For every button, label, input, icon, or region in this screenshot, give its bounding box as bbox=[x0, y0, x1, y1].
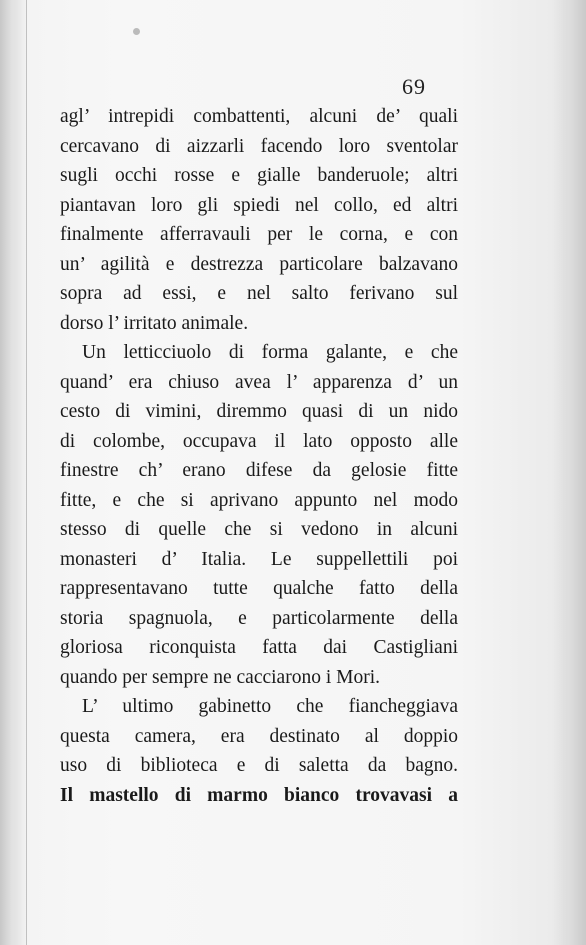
text-line: questa camera, era destinato al doppio bbox=[60, 725, 458, 747]
text-line: monasteri d’ Italia. Le suppellettili poi bbox=[60, 548, 458, 570]
text-line: stesso di quelle che si vedono in alcuni bbox=[60, 519, 458, 540]
ink-spot bbox=[133, 28, 140, 35]
text-line: uso di biblioteca e di saletta da bagno. bbox=[60, 755, 458, 776]
text-line: piantavan loro gli spiedi nel collo, ed altri bbox=[60, 194, 458, 216]
text-line: fitte, e che si aprivano appunto nel modo bbox=[60, 489, 458, 511]
text-line: finalmente afferravauli per le corna, e con bbox=[60, 224, 458, 245]
page-gutter-line bbox=[26, 0, 27, 945]
text-line: finestre ch’ erano difese da gelosie fitte bbox=[60, 460, 458, 481]
text-line: Un letticciuolo di forma galante, e che bbox=[82, 342, 458, 363]
text-line: rappresentavano tutte qualche fatto della bbox=[60, 578, 458, 599]
text-line: L’ ultimo gabinetto che fiancheggiava bbox=[82, 696, 458, 717]
text-line: cesto di vimini, diremmo quasi di un nido bbox=[60, 401, 458, 422]
page-gutter-shadow bbox=[0, 0, 28, 945]
text-line: gloriosa riconquista fatta dai Castigliani bbox=[60, 637, 458, 658]
text-line: sugli occhi rosse e gialle banderuole; altri bbox=[60, 165, 458, 186]
text-line: agl’ intrepidi combattenti, alcuni de’ quali bbox=[60, 106, 458, 127]
text-line: Il mastello di marmo bianco trovavasi a bbox=[60, 784, 458, 806]
text-line: storia spagnuola, e particolarmente della bbox=[60, 607, 458, 629]
text-line: un’ agilità e destrezza particolare balzavano bbox=[60, 253, 458, 275]
text-line: dorso l’ irritato animale. bbox=[60, 312, 249, 334]
text-line: quando per sempre ne cacciarono i Mori. bbox=[60, 666, 380, 688]
text-line: cercavano di aizzarli facendo loro sventolar bbox=[60, 135, 458, 157]
body-text bbox=[60, 102, 458, 810]
text-line: sopra ad essi, e nel salto ferivano sul bbox=[60, 283, 458, 304]
page-number: 69 bbox=[402, 74, 426, 99]
text-line: di colombe, occupava il lato opposto alle bbox=[60, 430, 458, 452]
page-edge-shadow bbox=[552, 0, 586, 945]
text-line: quand’ era chiuso avea l’ apparenza d’ un bbox=[60, 371, 458, 393]
